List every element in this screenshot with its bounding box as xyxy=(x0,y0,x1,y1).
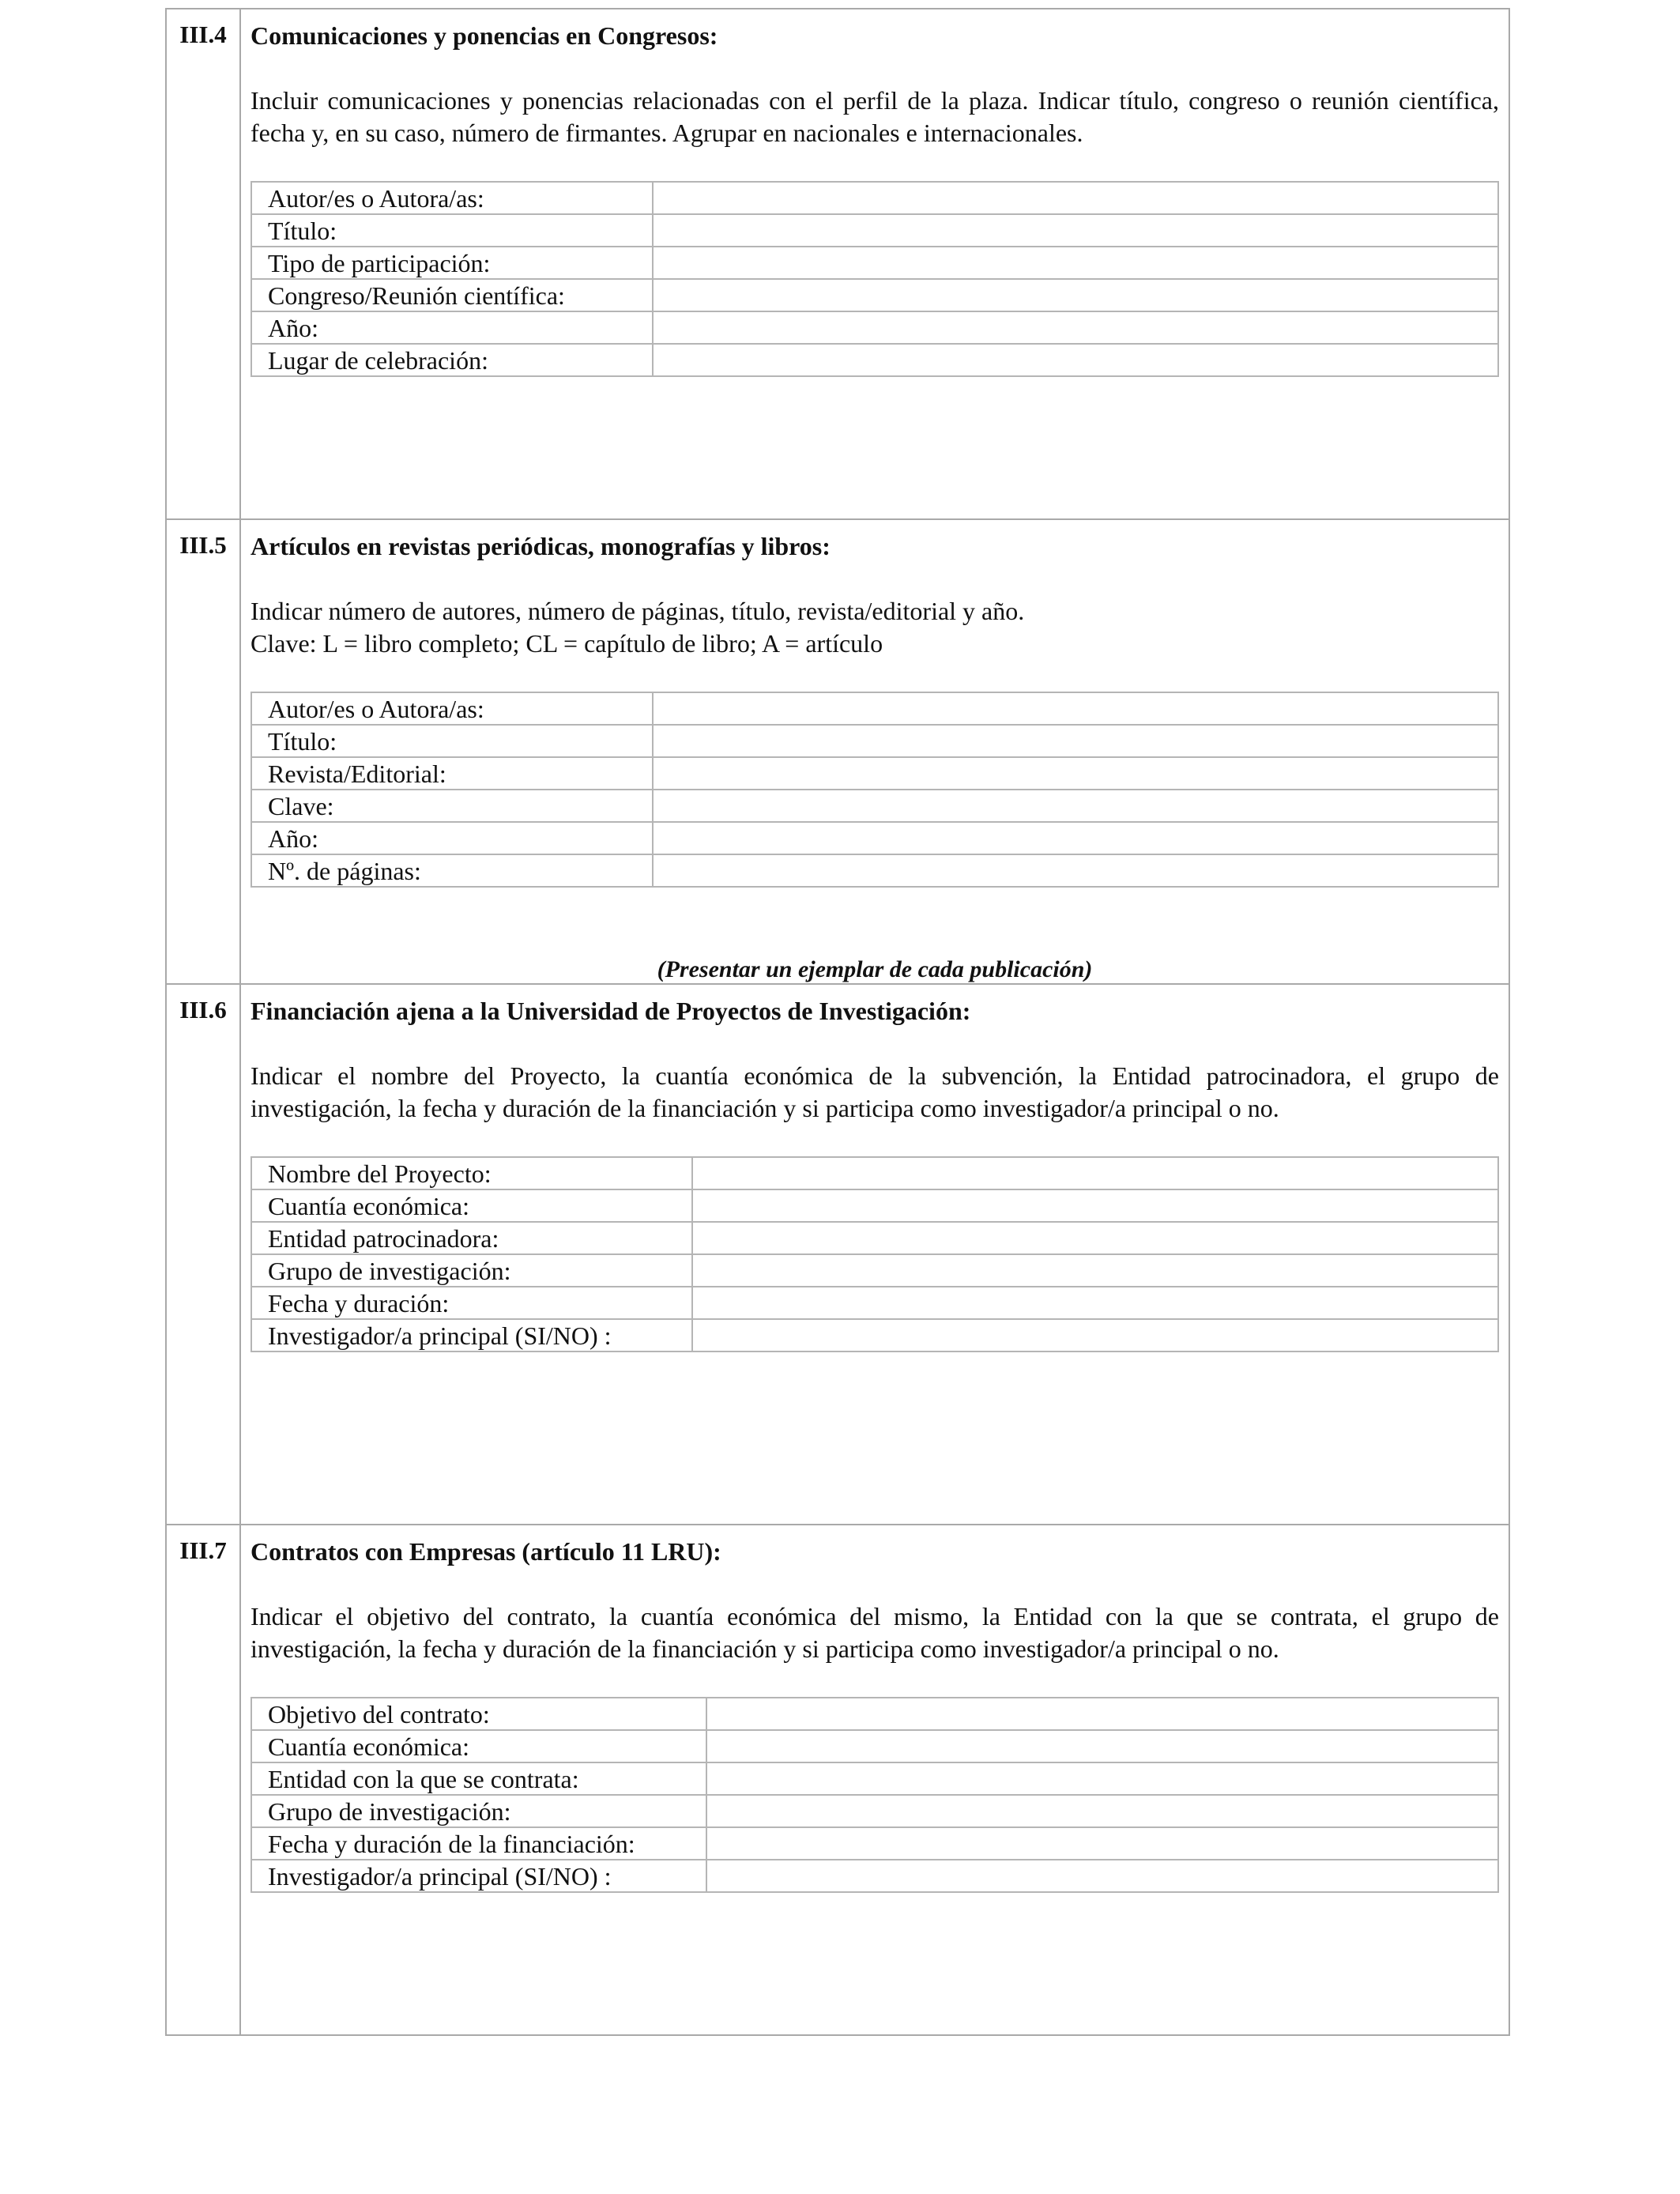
section-instructions: Indicar el nombre del Proyecto, la cuantía económica de la subvención, la Entidad patrocinadora, el grupo de investigación, la fecha y duración de la financiación y si participa como investigador/a principal o no. xyxy=(250,1061,1499,1122)
field-row xyxy=(251,344,1498,376)
field-label: Cuantía económica: xyxy=(251,1730,706,1762)
field-value[interactable] xyxy=(653,757,1498,790)
field-label: Tipo de participación: xyxy=(251,247,653,279)
field-label: Cuantía económica: xyxy=(251,1189,692,1222)
field-label: Título: xyxy=(251,725,653,757)
field-label: Nombre del Proyecto: xyxy=(251,1157,692,1189)
section-number: III.6 xyxy=(166,984,240,1525)
field-label: Investigador/a principal (SI/NO) : xyxy=(251,1319,692,1351)
section-row-III-4 xyxy=(166,9,1509,519)
section-content xyxy=(240,984,1509,1525)
field-label: Año: xyxy=(251,311,653,344)
field-row xyxy=(251,1222,1498,1254)
section-instructions: Incluir comunicaciones y ponencias relacionadas con el perfil de la plaza. Indicar título, congreso o reunión científica, fecha y, en su caso, número de firmantes. Agrupar en nacionales e internacionales. xyxy=(250,86,1499,147)
field-label: Nº. de páginas: xyxy=(251,854,653,887)
field-row xyxy=(251,790,1498,822)
fields-table xyxy=(250,692,1499,888)
field-row xyxy=(251,214,1498,247)
field-value[interactable] xyxy=(692,1254,1498,1287)
section-content xyxy=(240,519,1509,984)
section-title: Comunicaciones y ponencias en Congresos: xyxy=(250,21,718,50)
field-value[interactable] xyxy=(653,182,1498,214)
field-row xyxy=(251,1189,1498,1222)
field-label: Grupo de investigación: xyxy=(251,1254,692,1287)
field-value[interactable] xyxy=(653,311,1498,344)
fields-table xyxy=(250,181,1499,377)
section-row-III-6 xyxy=(166,984,1509,1525)
section-number: III.4 xyxy=(166,9,240,519)
field-value[interactable] xyxy=(706,1730,1498,1762)
field-value[interactable] xyxy=(692,1189,1498,1222)
field-row xyxy=(251,1157,1498,1189)
section-row-III-7 xyxy=(166,1525,1509,2035)
field-label: Fecha y duración de la financiación: xyxy=(251,1827,706,1860)
field-value[interactable] xyxy=(653,247,1498,279)
field-row xyxy=(251,247,1498,279)
field-label: Autor/es o Autora/as: xyxy=(251,692,653,725)
field-row xyxy=(251,182,1498,214)
field-row xyxy=(251,1827,1498,1860)
field-value[interactable] xyxy=(653,854,1498,887)
field-label: Fecha y duración: xyxy=(251,1287,692,1319)
field-row xyxy=(251,1795,1498,1827)
cv-form-table xyxy=(165,8,1510,2036)
field-row xyxy=(251,1254,1498,1287)
fields-table xyxy=(250,1697,1499,1893)
field-label: Objetivo del contrato: xyxy=(251,1698,706,1730)
field-value[interactable] xyxy=(653,790,1498,822)
field-row xyxy=(251,757,1498,790)
field-row xyxy=(251,1860,1498,1892)
publication-note: (Presentar un ejemplar de cada publicación) xyxy=(657,956,1093,982)
field-row xyxy=(251,1762,1498,1795)
field-value[interactable] xyxy=(653,344,1498,376)
field-label: Título: xyxy=(251,214,653,247)
section-title: Contratos con Empresas (artículo 11 LRU): xyxy=(250,1537,721,1566)
field-value[interactable] xyxy=(692,1319,1498,1351)
field-row xyxy=(251,822,1498,854)
field-label: Clave: xyxy=(251,790,653,822)
field-value[interactable] xyxy=(706,1795,1498,1827)
section-instructions: Indicar número de autores, número de páginas, título, revista/editorial y año. xyxy=(250,597,1025,625)
section-title: Artículos en revistas periódicas, monografías y libros: xyxy=(250,532,831,560)
field-label: Año: xyxy=(251,822,653,854)
field-row xyxy=(251,854,1498,887)
fields-table xyxy=(250,1156,1499,1352)
field-row xyxy=(251,1319,1498,1351)
field-value[interactable] xyxy=(706,1698,1498,1730)
field-row xyxy=(251,1287,1498,1319)
field-value[interactable] xyxy=(653,279,1498,311)
field-value[interactable] xyxy=(653,692,1498,725)
field-value[interactable] xyxy=(706,1860,1498,1892)
field-value[interactable] xyxy=(653,214,1498,247)
field-value[interactable] xyxy=(706,1762,1498,1795)
field-label: Revista/Editorial: xyxy=(251,757,653,790)
section-content xyxy=(240,1525,1509,2035)
section-key-legend: Clave: L = libro completo; CL = capítulo de libro; A = artículo xyxy=(250,629,883,658)
section-instructions: Indicar el objetivo del contrato, la cuantía económica del mismo, la Entidad con la que se contrata, el grupo de investigación, la fecha y duración de la financiación y si participa como investigador/a principal o no. xyxy=(250,1602,1499,1663)
section-number: III.5 xyxy=(166,519,240,984)
field-row xyxy=(251,725,1498,757)
field-label: Entidad patrocinadora: xyxy=(251,1222,692,1254)
field-row xyxy=(251,279,1498,311)
field-value[interactable] xyxy=(653,822,1498,854)
field-row xyxy=(251,1730,1498,1762)
field-row xyxy=(251,311,1498,344)
section-title: Financiación ajena a la Universidad de Proyectos de Investigación: xyxy=(250,997,971,1025)
field-value[interactable] xyxy=(692,1157,1498,1189)
field-value[interactable] xyxy=(692,1287,1498,1319)
section-number: III.7 xyxy=(166,1525,240,2035)
section-row-III-5 xyxy=(166,519,1509,984)
section-content xyxy=(240,9,1509,519)
field-row xyxy=(251,692,1498,725)
field-value[interactable] xyxy=(692,1222,1498,1254)
field-row xyxy=(251,1698,1498,1730)
field-label: Investigador/a principal (SI/NO) : xyxy=(251,1860,706,1892)
field-label: Congreso/Reunión científica: xyxy=(251,279,653,311)
field-label: Lugar de celebración: xyxy=(251,344,653,376)
field-label: Entidad con la que se contrata: xyxy=(251,1762,706,1795)
field-label: Autor/es o Autora/as: xyxy=(251,182,653,214)
field-value[interactable] xyxy=(706,1827,1498,1860)
field-label: Grupo de investigación: xyxy=(251,1795,706,1827)
field-value[interactable] xyxy=(653,725,1498,757)
